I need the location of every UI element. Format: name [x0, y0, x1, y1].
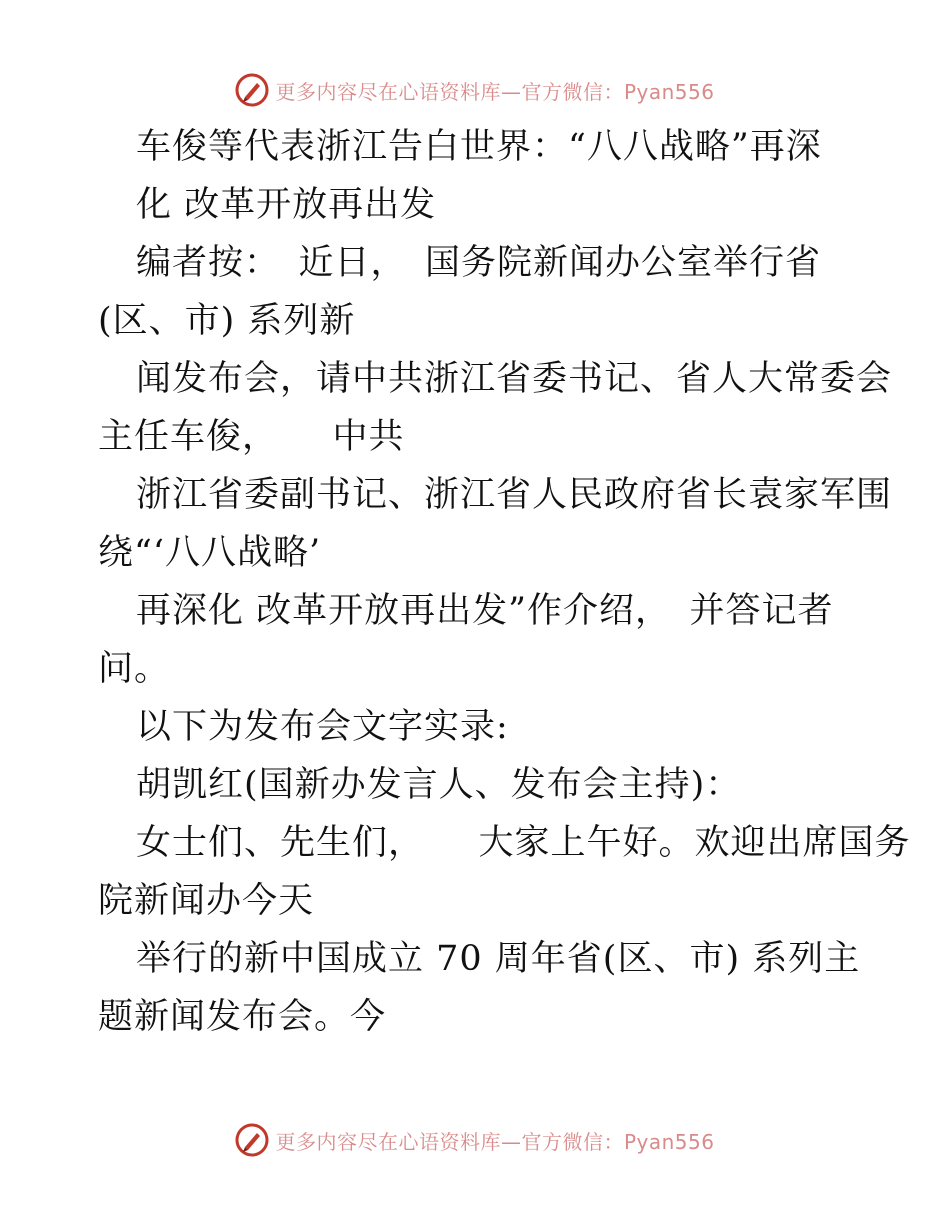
header-watermark — [0, 70, 950, 110]
text-line: (区、市) 系列新 — [98, 301, 356, 341]
pen-logo-icon — [235, 73, 269, 107]
text-line: 胡凯红(国新办发言人、发布会主持)： — [136, 765, 742, 805]
text-line: 女士们、先生们， 大家上午好。欢迎出席国务 — [136, 823, 911, 863]
pen-logo-icon — [235, 1123, 269, 1157]
text-line: 浙江省委副书记、浙江省人民政府省长袁家军围 — [136, 475, 893, 515]
text-line: 化 改革开放再出发 — [136, 185, 437, 225]
footer-watermark — [0, 1120, 950, 1160]
document-body — [98, 118, 911, 1046]
text-line: 再深化 改革开放再出发”作介绍， 并答记者 — [136, 591, 834, 631]
text-line: 举行的新中国成立 70 周年省(区、市) 系列主 — [136, 939, 861, 979]
text-line: 以下为发布会文字实录: — [136, 707, 509, 747]
text-line: 题新闻发布会。今 — [98, 997, 387, 1037]
text-line: 院新闻办今天 — [98, 881, 315, 921]
text-line: 编者按： 近日， 国务院新闻办公室举行省 — [136, 243, 822, 283]
watermark-text: 更多内容尽在心语资料库—官方微信：Pyan556 — [275, 1129, 715, 1154]
text-line: 车俊等代表浙江告白世界：“八八战略”再深 — [136, 127, 822, 167]
text-line: 闻发布会，请中共浙江省委书记、省人大常委会 — [136, 359, 893, 399]
watermark-text: 更多内容尽在心语资料库—官方微信：Pyan556 — [275, 79, 715, 104]
text-line: 问。 — [98, 649, 171, 689]
text-line: 主任车俊， 中共 — [98, 417, 405, 457]
text-line: 绕“‘八八战略’ — [98, 533, 322, 573]
